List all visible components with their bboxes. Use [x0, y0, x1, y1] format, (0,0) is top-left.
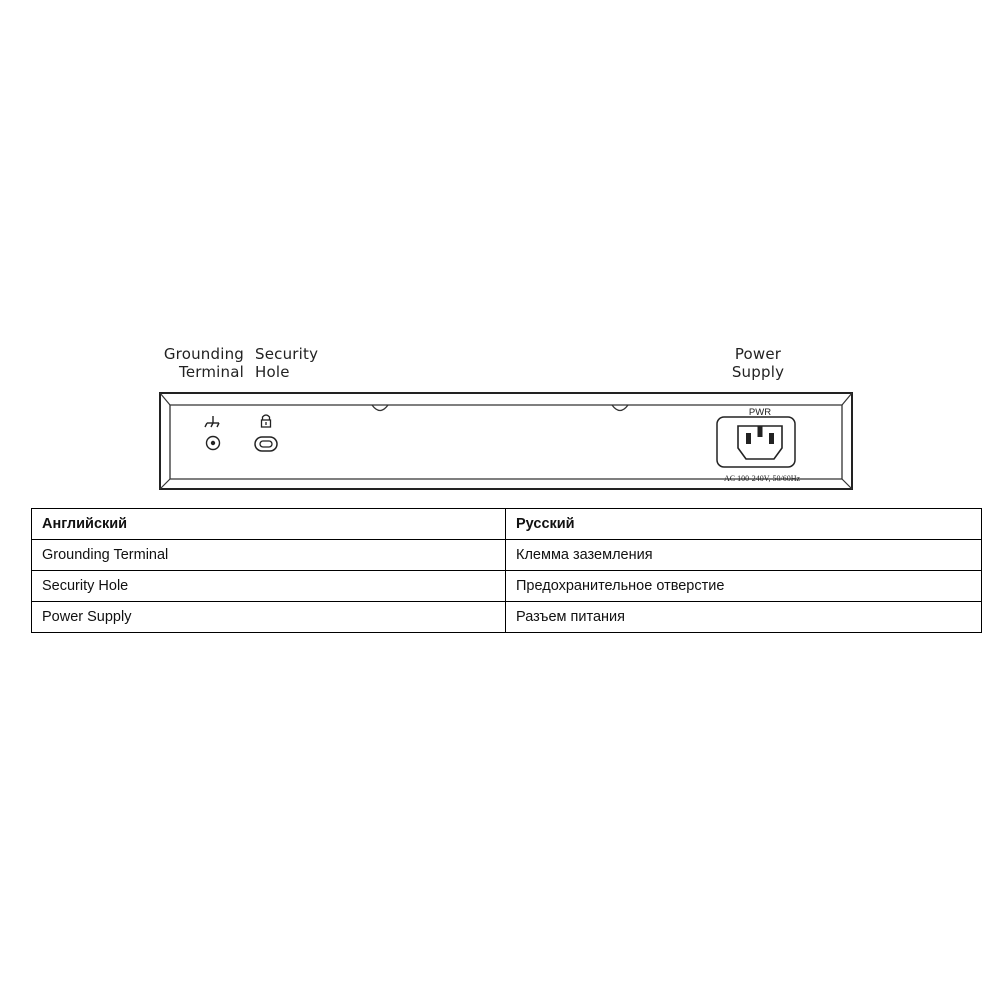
grounding-callout-line2: Terminal — [179, 363, 244, 381]
translation-table — [31, 508, 982, 633]
cell-russian: Предохранительное отверстие — [506, 571, 982, 602]
table-row — [32, 540, 982, 571]
security-callout-line2: Hole — [255, 363, 290, 381]
header-russian: Русский — [506, 509, 982, 540]
power-socket-icon — [717, 417, 795, 467]
grounding-screw-icon — [207, 437, 220, 450]
security-callout-line1: Security — [255, 345, 319, 363]
security-slot-icon — [255, 437, 277, 451]
table-header-row — [32, 509, 982, 540]
pwr-label: PWR — [748, 407, 772, 418]
table-row — [32, 602, 982, 633]
header-english: Английский — [32, 509, 506, 540]
power-callout-line2: Supply — [731, 363, 785, 381]
table-row — [32, 571, 982, 602]
cell-russian: Разъем питания — [506, 602, 982, 633]
cell-russian: Клемма заземления — [506, 540, 982, 571]
grounding-callout-line1: Grounding — [163, 345, 244, 363]
power-rating-label: AC 100-240V, 50/60Hz — [723, 474, 801, 483]
cell-english: Power Supply — [32, 602, 506, 633]
cell-english: Grounding Terminal — [32, 540, 506, 571]
power-callout-line1: Power — [734, 345, 782, 363]
cell-english: Security Hole — [32, 571, 506, 602]
